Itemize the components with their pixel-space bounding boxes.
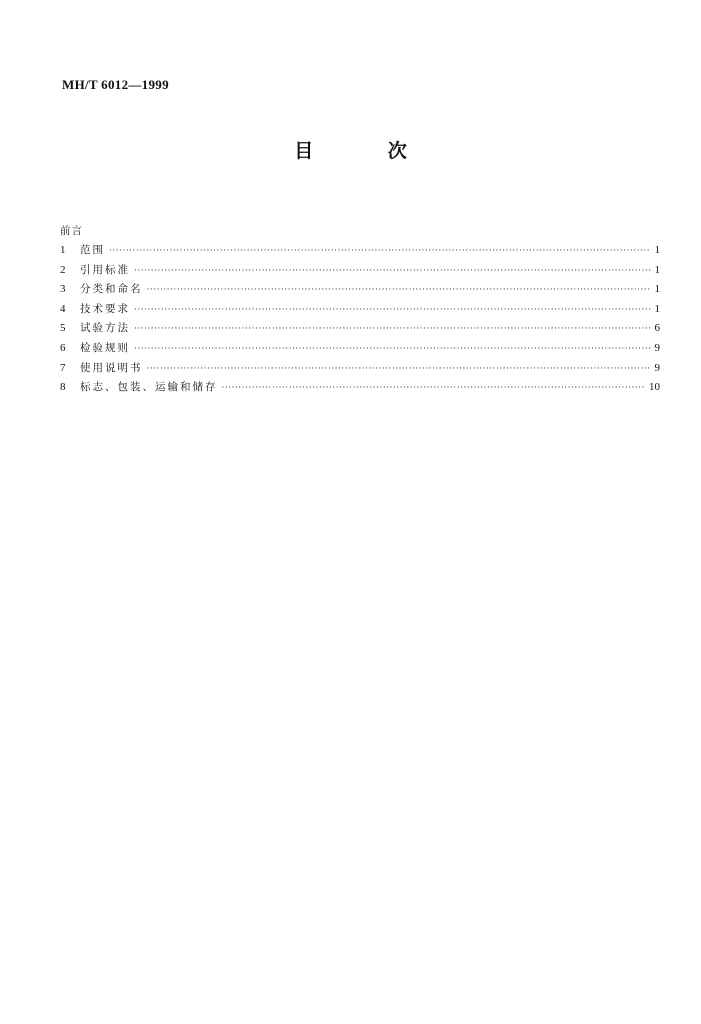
- standard-code: MH/T 6012—1999: [62, 77, 169, 92]
- toc-entry-3[interactable]: [60, 280, 660, 300]
- toc-entry-page: 10: [649, 381, 660, 394]
- toc-entry-page: 9: [654, 341, 660, 354]
- toc-entry-1[interactable]: [60, 241, 660, 261]
- toc-entry-label: 范围: [80, 244, 105, 256]
- toc-entry-6[interactable]: [60, 339, 660, 359]
- toc-entry-label: 检验规则: [80, 341, 130, 354]
- toc-entry-page: 1: [654, 302, 660, 315]
- toc-dot-leader: [147, 360, 651, 380]
- standard-code-header: [62, 77, 169, 93]
- toc-entry-page: 1: [654, 244, 660, 256]
- toc-entry-page: 1: [654, 263, 660, 276]
- toc-dot-leader: [222, 379, 646, 399]
- toc-entry-page: 6: [654, 322, 660, 335]
- toc-dot-leader: [134, 301, 651, 321]
- toc-entry-label: 引用标准: [80, 263, 130, 276]
- toc-entry-8[interactable]: [60, 378, 660, 398]
- toc-entry-number: 4: [60, 302, 66, 315]
- toc-entry-number: 5: [60, 322, 66, 335]
- toc-entry-page: 1: [654, 283, 660, 296]
- toc-entry-label: 标志、包装、运输和储存: [80, 381, 218, 394]
- toc-entry-4[interactable]: [60, 300, 660, 320]
- toc-dot-leader: [134, 320, 651, 340]
- toc-entry-number: 8: [60, 381, 66, 394]
- table-of-contents: [60, 222, 660, 398]
- toc-dot-leader: [134, 262, 651, 282]
- toc-entry-label: 试验方法: [80, 322, 130, 335]
- toc-entry-label: 分类和命名: [80, 283, 143, 296]
- toc-preface[interactable]: 前言: [60, 225, 83, 237]
- toc-entry-number: 3: [60, 283, 66, 296]
- toc-entry-number: 1: [60, 244, 66, 256]
- toc-entry-page: 9: [654, 361, 660, 374]
- toc-dot-leader: [134, 340, 651, 360]
- toc-entry-7[interactable]: [60, 359, 660, 379]
- toc-dot-leader: [147, 281, 651, 301]
- toc-entry-number: 7: [60, 361, 66, 374]
- toc-entry-label: 使用说明书: [80, 361, 143, 374]
- page-title: 目 次: [294, 140, 441, 162]
- toc-dot-leader: [109, 242, 651, 262]
- toc-entry-number: 6: [60, 341, 66, 354]
- toc-entry-2[interactable]: [60, 261, 660, 281]
- toc-entry-number: 2: [60, 263, 66, 276]
- toc-entry-5[interactable]: [60, 319, 660, 339]
- toc-entry-label: 技术要求: [80, 302, 130, 315]
